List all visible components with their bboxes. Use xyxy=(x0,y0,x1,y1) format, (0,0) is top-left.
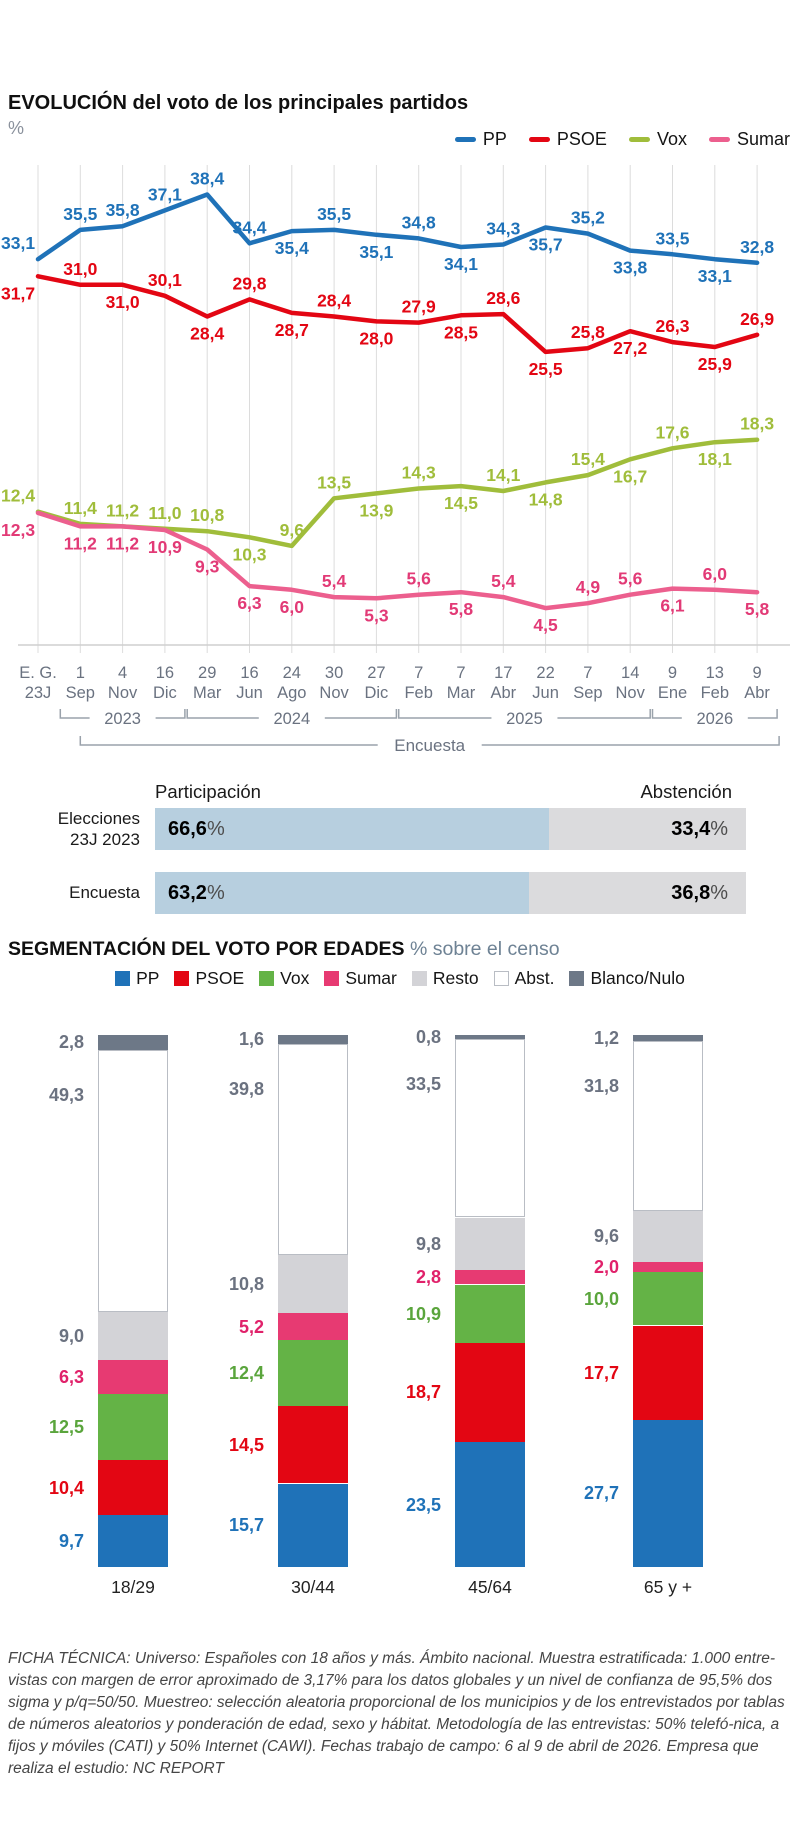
segment-value-label: 15,7 xyxy=(228,1515,264,1536)
segment-value-label: 27,7 xyxy=(583,1483,619,1504)
segment-value-label: 10,4 xyxy=(48,1477,84,1498)
bar-segment-blanconulo xyxy=(455,1035,525,1039)
bar-segment-sumar xyxy=(98,1360,168,1394)
psoe-value-label: 28,5 xyxy=(443,322,479,343)
pp-value-label: 33,8 xyxy=(613,257,648,278)
x-tick-month: Feb xyxy=(700,684,730,702)
segment-value-label: 2,0 xyxy=(593,1257,619,1277)
participation-header: Participación xyxy=(155,781,261,802)
technical-note: FICHA TÉCNICA: Universo: Españoles con 18 años y más. Ámbito nacional. Muestra estratificada: 1.000 entre-vistas con margen de error aproximado de 3,17% para los datos globales y un nivel de confianza de 95,5% dos sigma y p/q=50/50. Muestreo: selección aleatoria proporcional de los municipios y de los entrevistados por tablas de números aleatorios y ponderación de edad, sexo y hábitat. Metodología de las entrevistas: 50% telefó-nica, a fijos y móviles (CATI) y 50% Internet (CAWI). Fechas trabajo de campo: 6 al 9 de abril de 2026. Empresa que realiza el estudio: NC REPORT xyxy=(8,1650,785,1777)
pp-value-label: 34,3 xyxy=(486,218,521,239)
psoe-line xyxy=(38,276,757,352)
x-tick-day: 29 xyxy=(198,664,217,682)
x-tick-day: 30 xyxy=(324,664,344,682)
pp-value-label: 35,5 xyxy=(317,203,352,224)
legend-label: Abst. xyxy=(514,968,555,988)
psoe-value-label: 29,8 xyxy=(232,273,267,294)
psoe-value-label: 28,7 xyxy=(274,319,309,340)
participation-headers xyxy=(155,781,746,803)
legend-label: PSOE xyxy=(195,968,245,988)
psoe-value-label: 28,4 xyxy=(190,323,225,344)
x-tick-day: 17 xyxy=(494,664,513,682)
x-tick-day: 7 xyxy=(583,664,593,682)
participation-segment: 63,2% xyxy=(155,872,529,914)
sumar-value-label: 5,8 xyxy=(744,599,770,620)
segment-value-label: 5,2 xyxy=(238,1316,264,1337)
x-tick-month: Dic xyxy=(364,684,389,702)
segment-value-label: 39,8 xyxy=(228,1078,264,1099)
segment-value-label: 0,8 xyxy=(415,1027,441,1048)
sumar-value-label: 4,5 xyxy=(533,615,558,636)
sumar-value-label: 6,0 xyxy=(279,596,304,617)
segment-value-label: 12,5 xyxy=(48,1416,84,1437)
legend-swatch-icon xyxy=(259,971,274,986)
x-tick-month: Mar xyxy=(446,684,476,702)
x-tick-day: 24 xyxy=(282,664,301,682)
abstention-segment: 33,4% xyxy=(549,808,746,850)
legend-item-sumar xyxy=(324,968,397,989)
legend-swatch-icon xyxy=(494,971,509,986)
segment-value-label: 17,7 xyxy=(583,1362,619,1383)
x-tick-month: Abr xyxy=(490,684,517,702)
vox-value-label: 11,2 xyxy=(106,500,140,521)
psoe-value-label: 31,7 xyxy=(1,283,36,304)
segment-value-label: 10,9 xyxy=(405,1303,441,1324)
pp-value-label: 35,4 xyxy=(274,238,309,259)
vox-value-label: 14,5 xyxy=(443,493,479,514)
year-bracket-label: 2025 xyxy=(506,710,543,728)
sumar-value-label: 5,3 xyxy=(364,605,389,626)
bar-segment-sumar xyxy=(278,1313,348,1341)
x-tick-day: E. G. xyxy=(19,664,57,682)
participation-segment: 66,6% xyxy=(155,808,549,850)
vox-value-label: 18,1 xyxy=(697,449,732,470)
x-tick-day: 9 xyxy=(667,664,678,682)
bar-segment-blanconulo xyxy=(633,1035,703,1041)
legend-label: PP xyxy=(136,968,160,988)
psoe-value-label: 31,0 xyxy=(105,291,140,312)
vox-value-label: 11,0 xyxy=(148,502,182,523)
bar-segment-resto xyxy=(633,1211,703,1262)
bar-segment-blanconulo xyxy=(278,1035,348,1044)
vox-value-label: 16,7 xyxy=(613,466,648,487)
abstention-header: Abstención xyxy=(640,781,732,802)
pp-value-label: 33,1 xyxy=(697,266,732,287)
legend-item-vox xyxy=(259,968,309,989)
pp-value-label: 35,5 xyxy=(63,203,98,224)
psoe-value-label: 25,8 xyxy=(570,322,605,343)
x-tick-month: Jun xyxy=(532,684,559,702)
vox-value-label: 14,8 xyxy=(528,489,563,510)
segment-value-label: 10,0 xyxy=(583,1288,619,1309)
segmentation-title-note: % sobre el censo xyxy=(404,938,560,960)
sumar-value-label: 5,4 xyxy=(321,571,347,592)
sumar-value-label: 6,0 xyxy=(702,563,727,584)
bar-segment-psoe xyxy=(98,1460,168,1515)
evolution-title-caps: EVOLUCIÓN xyxy=(8,92,127,114)
year-bracket-label: 2026 xyxy=(696,710,734,728)
vox-value-label: 9,6 xyxy=(279,519,304,540)
bar-segment-psoe xyxy=(633,1326,703,1420)
x-tick-day: 4 xyxy=(118,664,128,682)
pp-value-label: 33,1 xyxy=(1,233,36,254)
x-tick-month: Ene xyxy=(657,684,688,702)
legend-item-abst xyxy=(494,968,555,989)
segment-value-label: 49,3 xyxy=(48,1084,84,1105)
vox-value-label: 14,3 xyxy=(401,462,436,483)
segment-value-label: 10,8 xyxy=(228,1274,264,1294)
vox-value-label: 13,5 xyxy=(317,472,352,493)
bar-segment-pp xyxy=(278,1484,348,1568)
sumar-value-label: 9,3 xyxy=(195,556,220,577)
pp-value-label: 33,5 xyxy=(655,228,690,249)
psoe-value-label: 25,5 xyxy=(528,358,563,379)
legend-label: Vox xyxy=(280,968,310,988)
x-tick-month: 23J xyxy=(24,684,52,702)
x-tick-day: 27 xyxy=(367,664,386,682)
segment-value-label: 33,5 xyxy=(405,1074,441,1095)
vox-value-label: 10,8 xyxy=(190,505,225,526)
sumar-value-label: 5,6 xyxy=(406,568,431,589)
pp-value-label: 34,8 xyxy=(401,212,436,233)
pp-value-label: 34,1 xyxy=(443,254,479,274)
bar-segment-psoe xyxy=(455,1343,525,1443)
pp-value-label: 38,4 xyxy=(190,168,225,189)
age-group-label: 45/64 xyxy=(468,1577,512,1597)
vox-value-label: 10,3 xyxy=(232,544,267,565)
age-group-label: 65 y + xyxy=(643,1577,693,1597)
bar-segment-abst xyxy=(455,1039,525,1217)
x-tick-month: Mar xyxy=(192,684,222,702)
sumar-value-label: 5,8 xyxy=(448,599,474,620)
psoe-value-label: 27,2 xyxy=(613,338,648,359)
evolution-chart-svg xyxy=(0,135,800,765)
segmentation-chart-title xyxy=(8,938,560,961)
bar-segment-abst xyxy=(278,1044,348,1256)
x-tick-month: Ago xyxy=(277,684,307,702)
participation-bar xyxy=(155,872,746,914)
x-tick-day: 7 xyxy=(414,664,424,682)
abstention-segment: 36,8% xyxy=(529,872,747,914)
vox-value-label: 13,9 xyxy=(359,500,394,521)
x-tick-month: Sep xyxy=(65,684,95,702)
vox-value-label: 12,4 xyxy=(1,485,36,506)
x-tick-day: 1 xyxy=(75,664,85,682)
vox-value-label: 17,6 xyxy=(655,422,690,443)
pp-value-label: 35,8 xyxy=(105,200,140,221)
segment-value-label: 1,6 xyxy=(238,1029,264,1050)
legend-label: Vox xyxy=(656,129,687,149)
segment-value-label: 9,8 xyxy=(415,1233,441,1254)
x-tick-day: 22 xyxy=(536,664,555,682)
segment-value-label: 12,4 xyxy=(228,1363,264,1384)
x-tick-day: 13 xyxy=(705,664,724,682)
x-tick-day: 16 xyxy=(155,664,175,682)
bar-segment-psoe xyxy=(278,1406,348,1483)
pp-value-label: 35,2 xyxy=(570,207,605,228)
vox-value-label: 15,4 xyxy=(570,449,605,470)
pp-line xyxy=(38,195,757,263)
legend-label: Resto xyxy=(432,968,479,988)
segmentation-stacked-bar-chart xyxy=(0,1020,800,1625)
pp-value-label: 32,8 xyxy=(740,236,775,257)
sumar-value-label: 10,9 xyxy=(147,537,182,557)
vox-value-label: 11,4 xyxy=(63,497,97,518)
pp-value-label: 35,1 xyxy=(359,241,394,262)
x-tick-month: Feb xyxy=(404,684,433,702)
segmentation-legend xyxy=(0,968,800,989)
psoe-value-label: 26,9 xyxy=(740,308,775,329)
segment-value-label: 18,7 xyxy=(405,1382,441,1403)
legend-label: Sumar xyxy=(736,129,790,149)
age-group-label: 18/29 xyxy=(111,1577,155,1597)
legend-label: PP xyxy=(482,129,507,149)
bar-segment-sumar xyxy=(455,1270,525,1285)
bar-segment-vox xyxy=(98,1394,168,1461)
survey-bracket-label: Encuesta xyxy=(394,736,466,755)
segment-value-label: 9,0 xyxy=(58,1326,84,1347)
sumar-value-label: 6,1 xyxy=(660,595,685,616)
legend-item-pp xyxy=(115,968,159,989)
x-tick-day: 14 xyxy=(621,664,640,682)
bar-segment-vox xyxy=(455,1285,525,1343)
x-tick-day: 9 xyxy=(752,664,762,682)
sumar-value-label: 5,4 xyxy=(491,571,516,592)
x-tick-month: Nov xyxy=(107,684,138,702)
legend-label: Blanco/Nulo xyxy=(590,968,685,988)
legend-swatch-icon xyxy=(324,971,339,986)
sumar-value-label: 12,3 xyxy=(1,519,36,540)
participation-row xyxy=(0,872,800,914)
psoe-value-label: 25,9 xyxy=(697,354,732,374)
bar-segment-resto xyxy=(278,1255,348,1313)
age-group-label: 30/44 xyxy=(291,1577,335,1597)
segment-value-label: 31,8 xyxy=(583,1076,619,1097)
bar-segment-resto xyxy=(455,1218,525,1270)
bar-segment-abst xyxy=(98,1050,168,1312)
sumar-value-label: 11,2 xyxy=(106,533,140,554)
evolution-line-chart xyxy=(0,135,800,765)
year-bracket-label: 2023 xyxy=(104,710,141,728)
bar-segment-resto xyxy=(98,1312,168,1360)
segment-value-label: 2,8 xyxy=(415,1267,441,1288)
vox-value-label: 14,1 xyxy=(486,465,521,485)
x-tick-month: Nov xyxy=(615,684,645,702)
legend-item-blanconulo xyxy=(569,968,684,989)
segment-value-label: 14,5 xyxy=(228,1434,264,1455)
x-tick-month: Sep xyxy=(573,684,603,702)
sumar-line xyxy=(38,513,757,608)
x-tick-month: Abr xyxy=(744,684,770,702)
legend-label: PSOE xyxy=(556,129,607,149)
bar-segment-pp xyxy=(98,1515,168,1567)
x-tick-day: 7 xyxy=(456,664,466,682)
participation-row xyxy=(0,808,800,850)
participation-row-label: Encuesta xyxy=(69,883,140,903)
legend-label: Sumar xyxy=(345,968,397,988)
segmentation-title-caps: SEGMENTACIÓN DEL VOTO POR EDADES xyxy=(8,938,405,960)
legend-swatch-icon xyxy=(115,971,130,986)
y-axis-unit-label: % xyxy=(8,118,25,138)
legend-swatch-icon xyxy=(412,971,427,986)
pp-value-label: 35,7 xyxy=(528,234,563,255)
bar-segment-vox xyxy=(633,1272,703,1325)
segment-value-label: 23,5 xyxy=(405,1494,441,1515)
segment-value-label: 6,3 xyxy=(58,1366,84,1387)
bar-segment-sumar xyxy=(633,1262,703,1273)
segment-value-label: 2,8 xyxy=(58,1032,84,1053)
pp-value-label: 34,4 xyxy=(232,217,267,238)
psoe-value-label: 28,4 xyxy=(317,290,352,311)
x-tick-month: Nov xyxy=(319,684,349,702)
bar-segment-blanconulo xyxy=(98,1035,168,1050)
participation-row-label: Elecciones 23J 2023 xyxy=(57,808,140,849)
segment-value-label: 9,6 xyxy=(593,1226,619,1247)
bar-segment-pp xyxy=(455,1442,525,1567)
vox-value-label: 18,3 xyxy=(740,413,775,434)
pp-value-label: 37,1 xyxy=(147,184,182,205)
bar-segment-vox xyxy=(278,1340,348,1406)
legend-item-resto xyxy=(412,968,479,989)
psoe-value-label: 28,0 xyxy=(359,328,394,349)
sumar-value-label: 11,2 xyxy=(63,533,97,554)
psoe-value-label: 31,0 xyxy=(63,258,98,279)
x-tick-day: 16 xyxy=(240,664,259,682)
sumar-value-label: 4,9 xyxy=(575,577,601,598)
bar-segment-abst xyxy=(633,1041,703,1210)
legend-swatch-icon xyxy=(174,971,189,986)
legend-item-psoe xyxy=(174,968,244,989)
x-tick-month: Dic xyxy=(152,684,177,702)
legend-swatch-icon xyxy=(569,971,584,986)
year-bracket-label: 2024 xyxy=(273,710,311,728)
psoe-value-label: 30,1 xyxy=(147,269,182,290)
psoe-value-label: 26,3 xyxy=(655,316,690,337)
psoe-value-label: 27,9 xyxy=(401,296,436,317)
participation-bar xyxy=(155,808,746,850)
psoe-value-label: 28,6 xyxy=(486,288,521,309)
segment-value-label: 9,7 xyxy=(58,1531,84,1552)
evolution-title-rest: del voto de los principales partidos xyxy=(126,92,469,114)
segment-value-label: 1,2 xyxy=(593,1028,619,1049)
x-tick-month: Jun xyxy=(236,684,263,702)
bar-segment-pp xyxy=(633,1420,703,1567)
sumar-value-label: 5,6 xyxy=(618,568,643,589)
sumar-value-label: 6,3 xyxy=(237,593,262,614)
evolution-chart-title xyxy=(8,92,468,115)
